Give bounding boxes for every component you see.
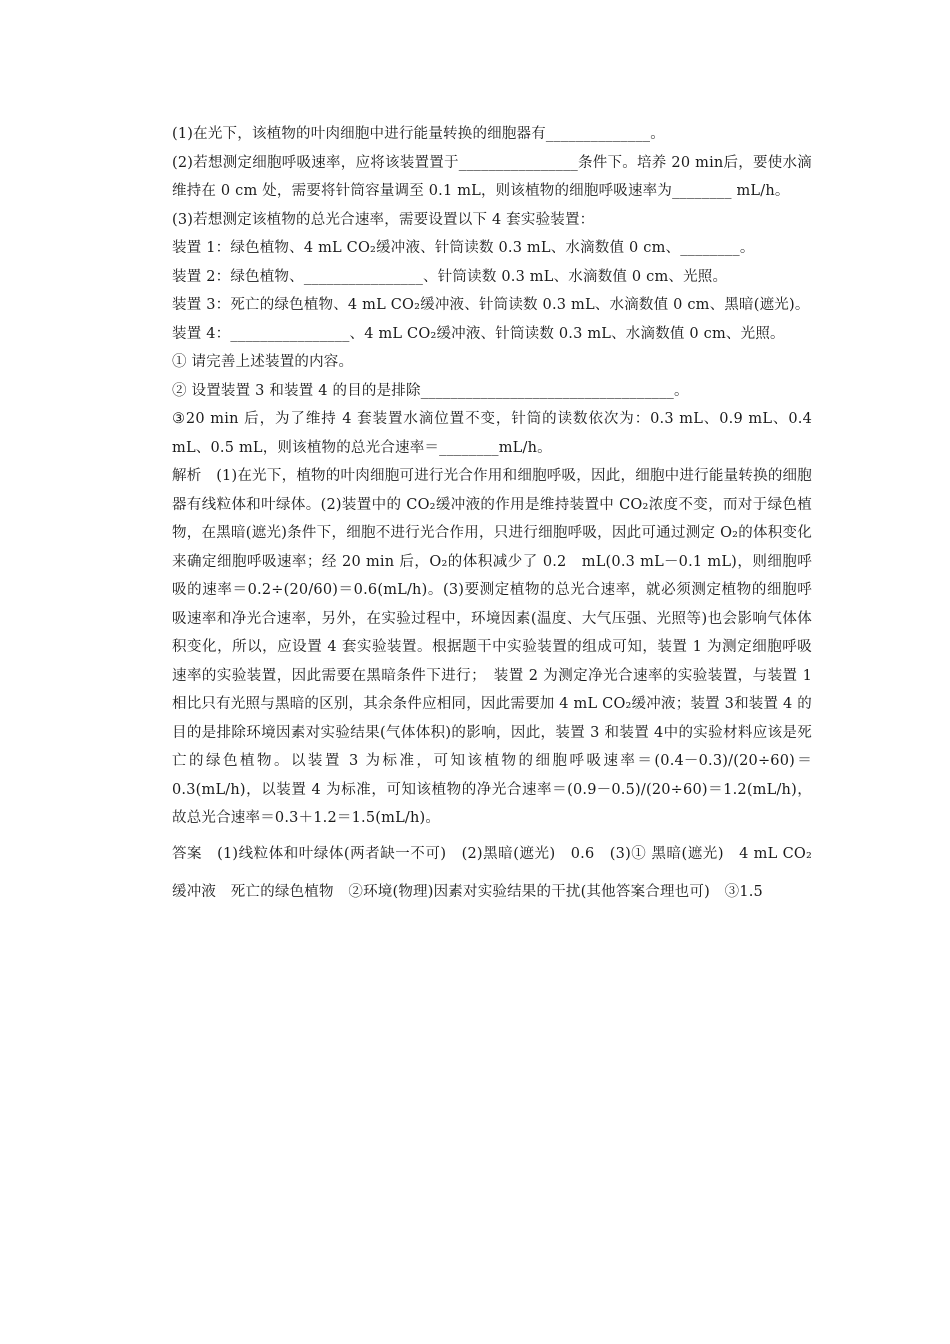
sub-question-3: ③20 min 后，为了维持 4 套装置水滴位置不变，针筒的读数依次为：0.3 mL、0.9 mL、0.4 mL、0.5 mL，则该植物的总光合速率＝________mL/h。: [172, 411, 812, 456]
analysis-paragraph: 解析 (1)在光下，植物的叶肉细胞可进行光合作用和细胞呼吸，因此，细胞中进行能量转换的细胞器有线粒体和叶绿体。(2)装置中的 CO₂缓冲液的作用是维持装置中 CO₂浓度不变，而对于绿色植物，在黑暗(遮光)条件下，细胞不进行光合作用，只进行细胞呼吸，因此可通过测定 O₂的体积变化来确定细胞呼吸速率；经 20 min 后，O₂的体积减少了 0.2 mL(0.3 mL－0.1 mL)，则细胞呼吸的速率＝0.2÷(20/60)＝0.6(mL/h)。(3)要测定植物的总光合速率，就必须测定植物的细胞呼吸速率和净光合速率，另外，在实验过程中，环境因素(温度、大气压强、光照等)也会影响气体体积变化，所以，应设置 4 套实验装置。根据题干中实验装置的组成可知，装置 1 为测定细胞呼吸速率的实验装置，因此需要在黑暗条件下进行； 装置 2 为测定净光合速率的实验装置，与装置 1 相比只有光照与黑暗的区别，其余条件应相同，因此需要加 4 mL CO₂缓冲液；装置 3和装置 4 的目的是排除环境因素对实验结果(气体体积)的影响，因此，装置 3 和装置 4中的实验材料应该是死亡的绿色植物。以装置 3 为标准，可知该植物的细胞呼吸速率＝(0.4－0.3)/(20÷60)＝0.3(mL/h)，以装置 4 为标准，可知该植物的净光合速率＝(0.9－0.5)/(20÷60)＝1.2(mL/h)，故总光合速率＝0.3＋1.2＝1.5(mL/h)。: [172, 468, 812, 826]
document-body: [172, 120, 812, 911]
device-3: 装置 3：死亡的绿色植物、4 mL CO₂缓冲液、针筒读数 0.3 mL、水滴数值 0 cm、黑暗(遮光)。: [172, 297, 810, 313]
device-4: 装置 4：________________、4 mL CO₂缓冲液、针筒读数 0.3 mL、水滴数值 0 cm、光照。: [172, 325, 785, 342]
device-2: 装置 2：绿色植物、________________、针筒读数 0.3 mL、水滴数值 0 cm、光照。: [172, 268, 728, 285]
device-1: 装置 1：绿色植物、4 mL CO₂缓冲液、针筒读数 0.3 mL、水滴数值 0 cm、________。: [172, 240, 755, 256]
question-2: (2)若想测定细胞呼吸速率，应将该装置置于________________条件下。培养 20 min后，要使水滴维持在 0 cm 处，需要将针筒容量调至 0.1 mL，则该植物的细胞呼吸速率为________ mL/h。: [172, 154, 812, 199]
answer-paragraph: 答案 (1)线粒体和叶绿体(两者缺一不可) (2)黑暗(遮光) 0.6 (3)① 黑暗(遮光) 4 mL CO₂缓冲液 死亡的绿色植物 ②环境(物理)因素对实验结果的干扰(其他答案合理也可) ③1.5: [172, 845, 812, 900]
sub-question-2: ② 设置装置 3 和装置 4 的目的是排除__________________________________。: [172, 382, 689, 399]
question-3: (3)若想测定该植物的总光合速率，需要设置以下 4 套实验装置：: [172, 211, 595, 228]
sub-question-1: ① 请完善上述装置的内容。: [172, 354, 354, 370]
question-1: (1)在光下，该植物的叶肉细胞中进行能量转换的细胞器有______________。: [172, 126, 665, 142]
